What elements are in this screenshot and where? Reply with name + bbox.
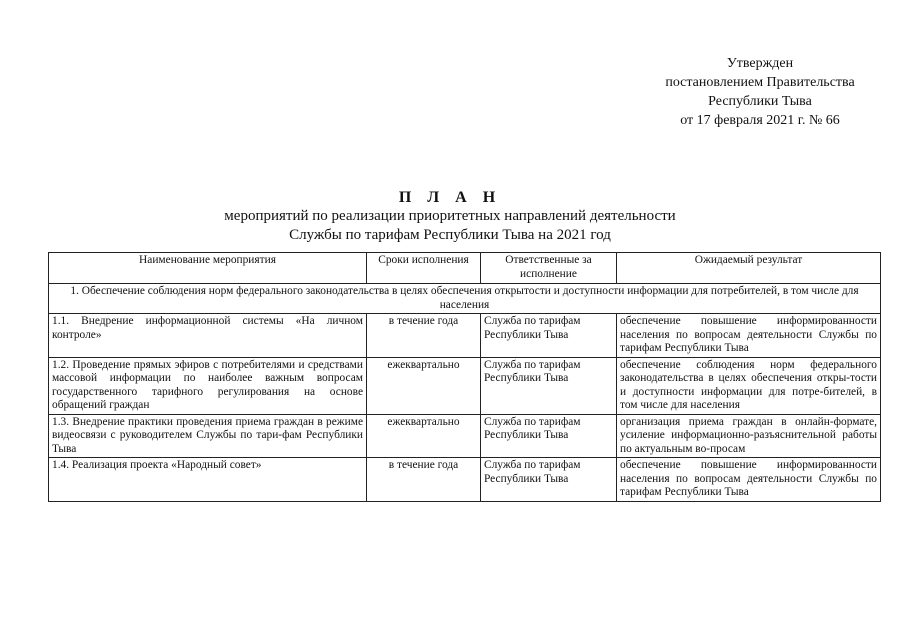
activity-name: 1.3. Внедрение практики проведения приема граждан в режиме видеосвязи с руководителем Службы по тари-фам Республики Тыва xyxy=(49,414,367,458)
activity-term: ежеквартально xyxy=(367,357,481,414)
activity-responsible: Служба по тарифам Республики Тыва xyxy=(481,314,617,358)
plan-subtitle-line1: мероприятий по реализации приоритетных направлений деятельности xyxy=(224,208,676,224)
activity-responsible: Служба по тарифам Республики Тыва xyxy=(481,414,617,458)
plan-subtitle-line2: Службы по тарифам Республики Тыва на 2021 год xyxy=(289,227,611,243)
plan-heading: П Л А Н xyxy=(398,189,502,206)
activity-result: обеспечение повышение информированности населения по вопросам деятельности Службы по тарифам Республики Тыва xyxy=(617,314,881,358)
table-row xyxy=(49,414,881,458)
activity-responsible: Служба по тарифам Республики Тыва xyxy=(481,458,617,502)
document-title xyxy=(40,188,860,245)
activity-name: 1.1. Внедрение информационной системы «На личном контроле» xyxy=(49,314,367,358)
activity-name: 1.2. Проведение прямых эфиров с потребителями и средствами массовой информации по наиболее важным вопросам государственного тарифного регулирования на основе обращений граждан xyxy=(49,357,367,414)
table-row xyxy=(49,357,881,414)
approval-line: от 17 февраля 2021 г. № 66 xyxy=(680,113,840,128)
activity-term: в течение года xyxy=(367,314,481,358)
activity-result: обеспечение соблюдения норм федерального законодательства в целях обеспечения откры-тости и доступности информации для потре-бителей, в том числе для населения xyxy=(617,357,881,414)
activity-term: в течение года xyxy=(367,458,481,502)
plan-table xyxy=(48,252,881,502)
activity-responsible: Служба по тарифам Республики Тыва xyxy=(481,357,617,414)
table-row xyxy=(49,458,881,502)
approval-line: Утвержден xyxy=(726,56,794,71)
column-header-name: Наименование мероприятия xyxy=(49,253,367,284)
activity-result: организация приема граждан в онлайн-формате, усиление информационно-разъяснительной работы по актуальным во-просам xyxy=(617,414,881,458)
approval-stamp xyxy=(620,54,900,130)
approval-line: Республики Тыва xyxy=(708,94,812,109)
column-header-term: Сроки исполнения xyxy=(367,253,481,284)
section-row xyxy=(49,284,881,314)
activity-term: ежеквартально xyxy=(367,414,481,458)
activity-name: 1.4. Реализация проекта «Народный совет» xyxy=(49,458,367,502)
section-title: 1. Обеспечение соблюдения норм федерального законодательства в целях обеспечения открытости и доступности информации для потребителей, в том числе для населения xyxy=(49,284,881,314)
activity-result: обеспечение повышение информированности населения по вопросам деятельности Службы по тарифам Республики Тыва xyxy=(617,458,881,502)
table-row xyxy=(49,314,881,358)
column-header-result: Ожидаемый результат xyxy=(617,253,881,284)
table-header-row xyxy=(49,253,881,284)
approval-line: постановлением Правительства xyxy=(665,75,855,90)
column-header-responsible: Ответственные за исполнение xyxy=(481,253,617,284)
